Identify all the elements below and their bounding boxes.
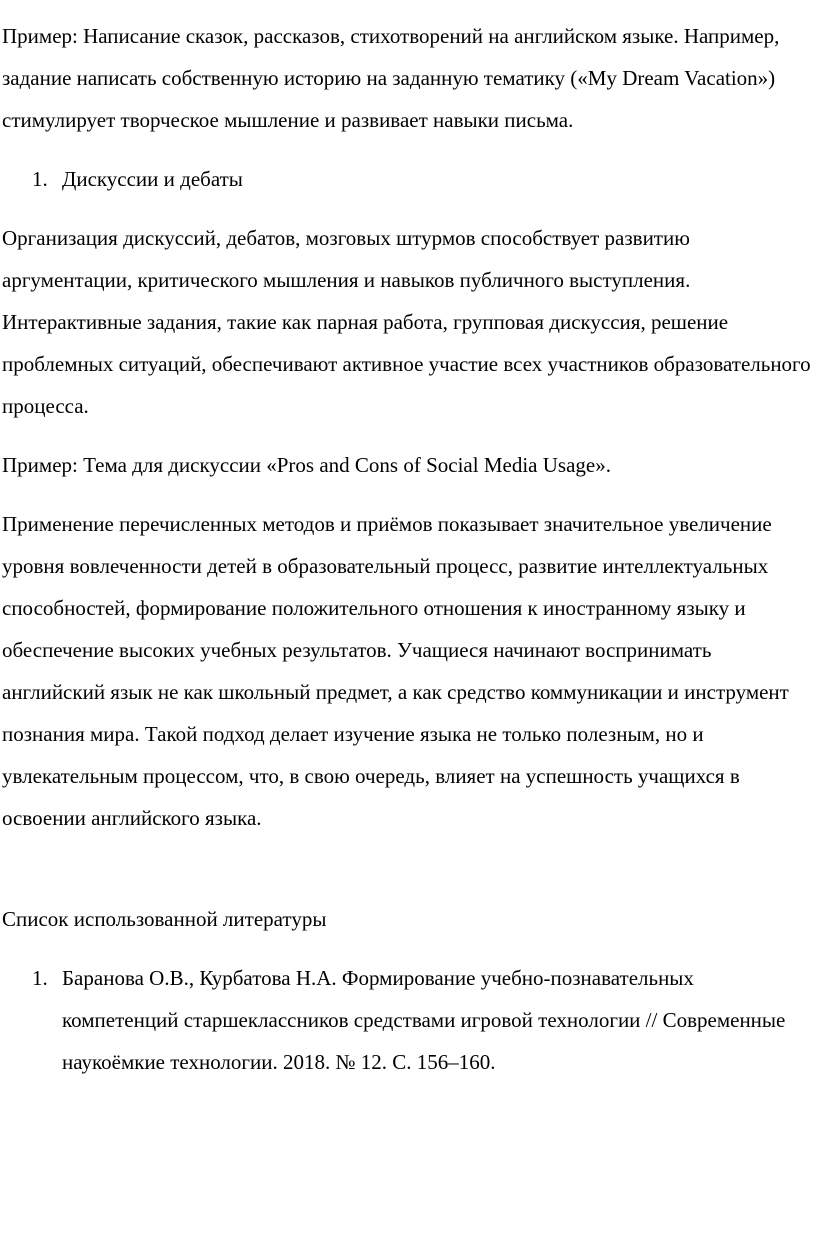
document-page xyxy=(2,15,814,1100)
paragraph-discussions-description: Организация дискуссий, дебатов, мозговых штурмов способствует развитию аргументации, критического мышления и навыков публичного выступления. Интерактивные задания, такие как парная работа, групповая дискуссия, решение проблемных ситуаций, обеспечивают активное участие всех участников образовательного процесса. xyxy=(2,226,811,418)
paragraph-conclusion: Применение перечисленных методов и приёмов показывает значительное увеличение уровня вовлеченности детей в образовательный процесс, развитие интеллектуальных способностей, формирование положительного отношения к иностранному языку и обеспечение высоких учебных результатов. Учащиеся начинают воспринимать английский язык не как школьный предмет, а как средство коммуникации и инструмент познания мира. Такой подход делает изучение языка не только полезным, но и увлекательным процессом, что, в свою очередь, влияет на успешность учащихся в освоении английского языка. xyxy=(2,512,789,830)
paragraph-example-discussion-topic: Пример: Тема для дискуссии «Pros and Cons of Social Media Usage». xyxy=(2,453,611,477)
reference-item xyxy=(2,957,814,1083)
list-item-number: 1. xyxy=(32,167,48,191)
reference-text: Баранова О.В., Курбатова Н.А. Формирование учебно-познавательных компетенций старшеклассников средствами игровой технологии // Современные наукоёмкие технологии. 2018. № 12. С. 156–160. xyxy=(62,966,786,1074)
list-item-discussions xyxy=(2,158,814,200)
list-item-label: Дискуссии и дебаты xyxy=(62,167,243,191)
references-heading: Список использованной литературы xyxy=(2,907,327,931)
reference-number: 1. xyxy=(32,966,48,990)
spacer xyxy=(2,856,814,898)
paragraph-example-writing: Пример: Написание сказок, рассказов, стихотворений на английском языке. Например, задание написать собственную историю на заданную тематику («My Dream Vacation») стимулирует творческое мышление и развивает навыки письма. xyxy=(2,24,780,132)
